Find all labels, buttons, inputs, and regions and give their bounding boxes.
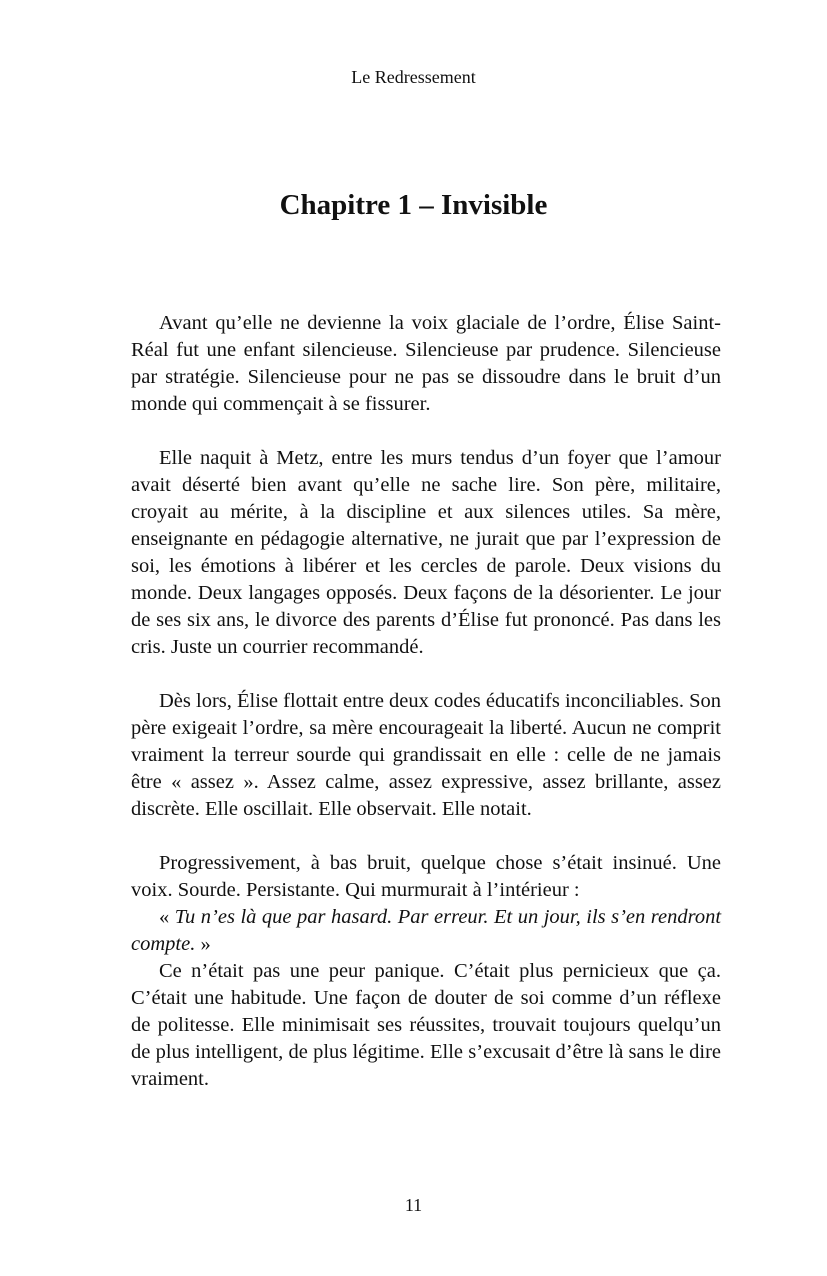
chapter-body (131, 310, 721, 1093)
paragraph-4: Progressivement, à bas bruit, quelque chose s’était insinué. Une voix. Sourde. Persistante. Qui murmurait à l’intérieur : (131, 852, 721, 901)
page-number: 11 (404, 1195, 423, 1215)
quote-text: Tu n’es là que par hasard. Par erreur. Et un jour, ils s’en rendront compte. (131, 906, 722, 955)
paragraph-5: Ce n’était pas une peur panique. C’était plus pernicieux que ça. C’était une habitude. Une façon de douter de soi comme d’un réflexe de politesse. Elle minimisait ses réussites, trouvait toujours quelqu’un de plus intelligent, de plus légitime. Elle s’excusait d’être là sans le dire vraiment. (131, 960, 721, 1090)
paragraph-3: Dès lors, Élise flottait entre deux codes éducatifs inconciliables. Son père exigeait l’ordre, sa mère encourageait la liberté. Aucun ne comprit vraiment la terreur sourde qui grandissait en elle : celle de ne jamais être « assez ». Assez calme, assez expressive, assez brillante, assez discrète. Elle oscillait. Elle observait. Elle notait. (131, 690, 721, 820)
paragraph-2: Elle naquit à Metz, entre les murs tendus d’un foyer que l’amour avait déserté bien avant qu’elle ne sache lire. Son père, militaire, croyait au mérite, à la discipline et aux silences utiles. Sa mère, enseignante en pédagogie alternative, ne jurait que par l’expression de soi, les émotions à libérer et les cercles de parole. Deux visions du monde. Deux langages opposés. Deux façons de la désorienter. Le jour de ses six ans, le divorce des parents d’Élise fut prononcé. Pas dans les cris. Juste un courrier recommandé. (131, 447, 721, 658)
quote-close-mark: » (195, 933, 211, 955)
paragraph-1: Avant qu’elle ne devienne la voix glaciale de l’ordre, Élise Saint-Réal fut une enfant silencieuse. Silencieuse par prudence. Silencieuse par stratégie. Silencieuse pour ne pas se dissoudre dans le bruit d’un monde qui commençait à se fissurer. (131, 312, 721, 415)
chapter-title: Chapitre 1 – Invisible (279, 189, 548, 221)
quote-paragraph (131, 904, 721, 958)
running-head: Le Redressement (351, 67, 476, 87)
quote-open-mark: « (159, 906, 175, 928)
